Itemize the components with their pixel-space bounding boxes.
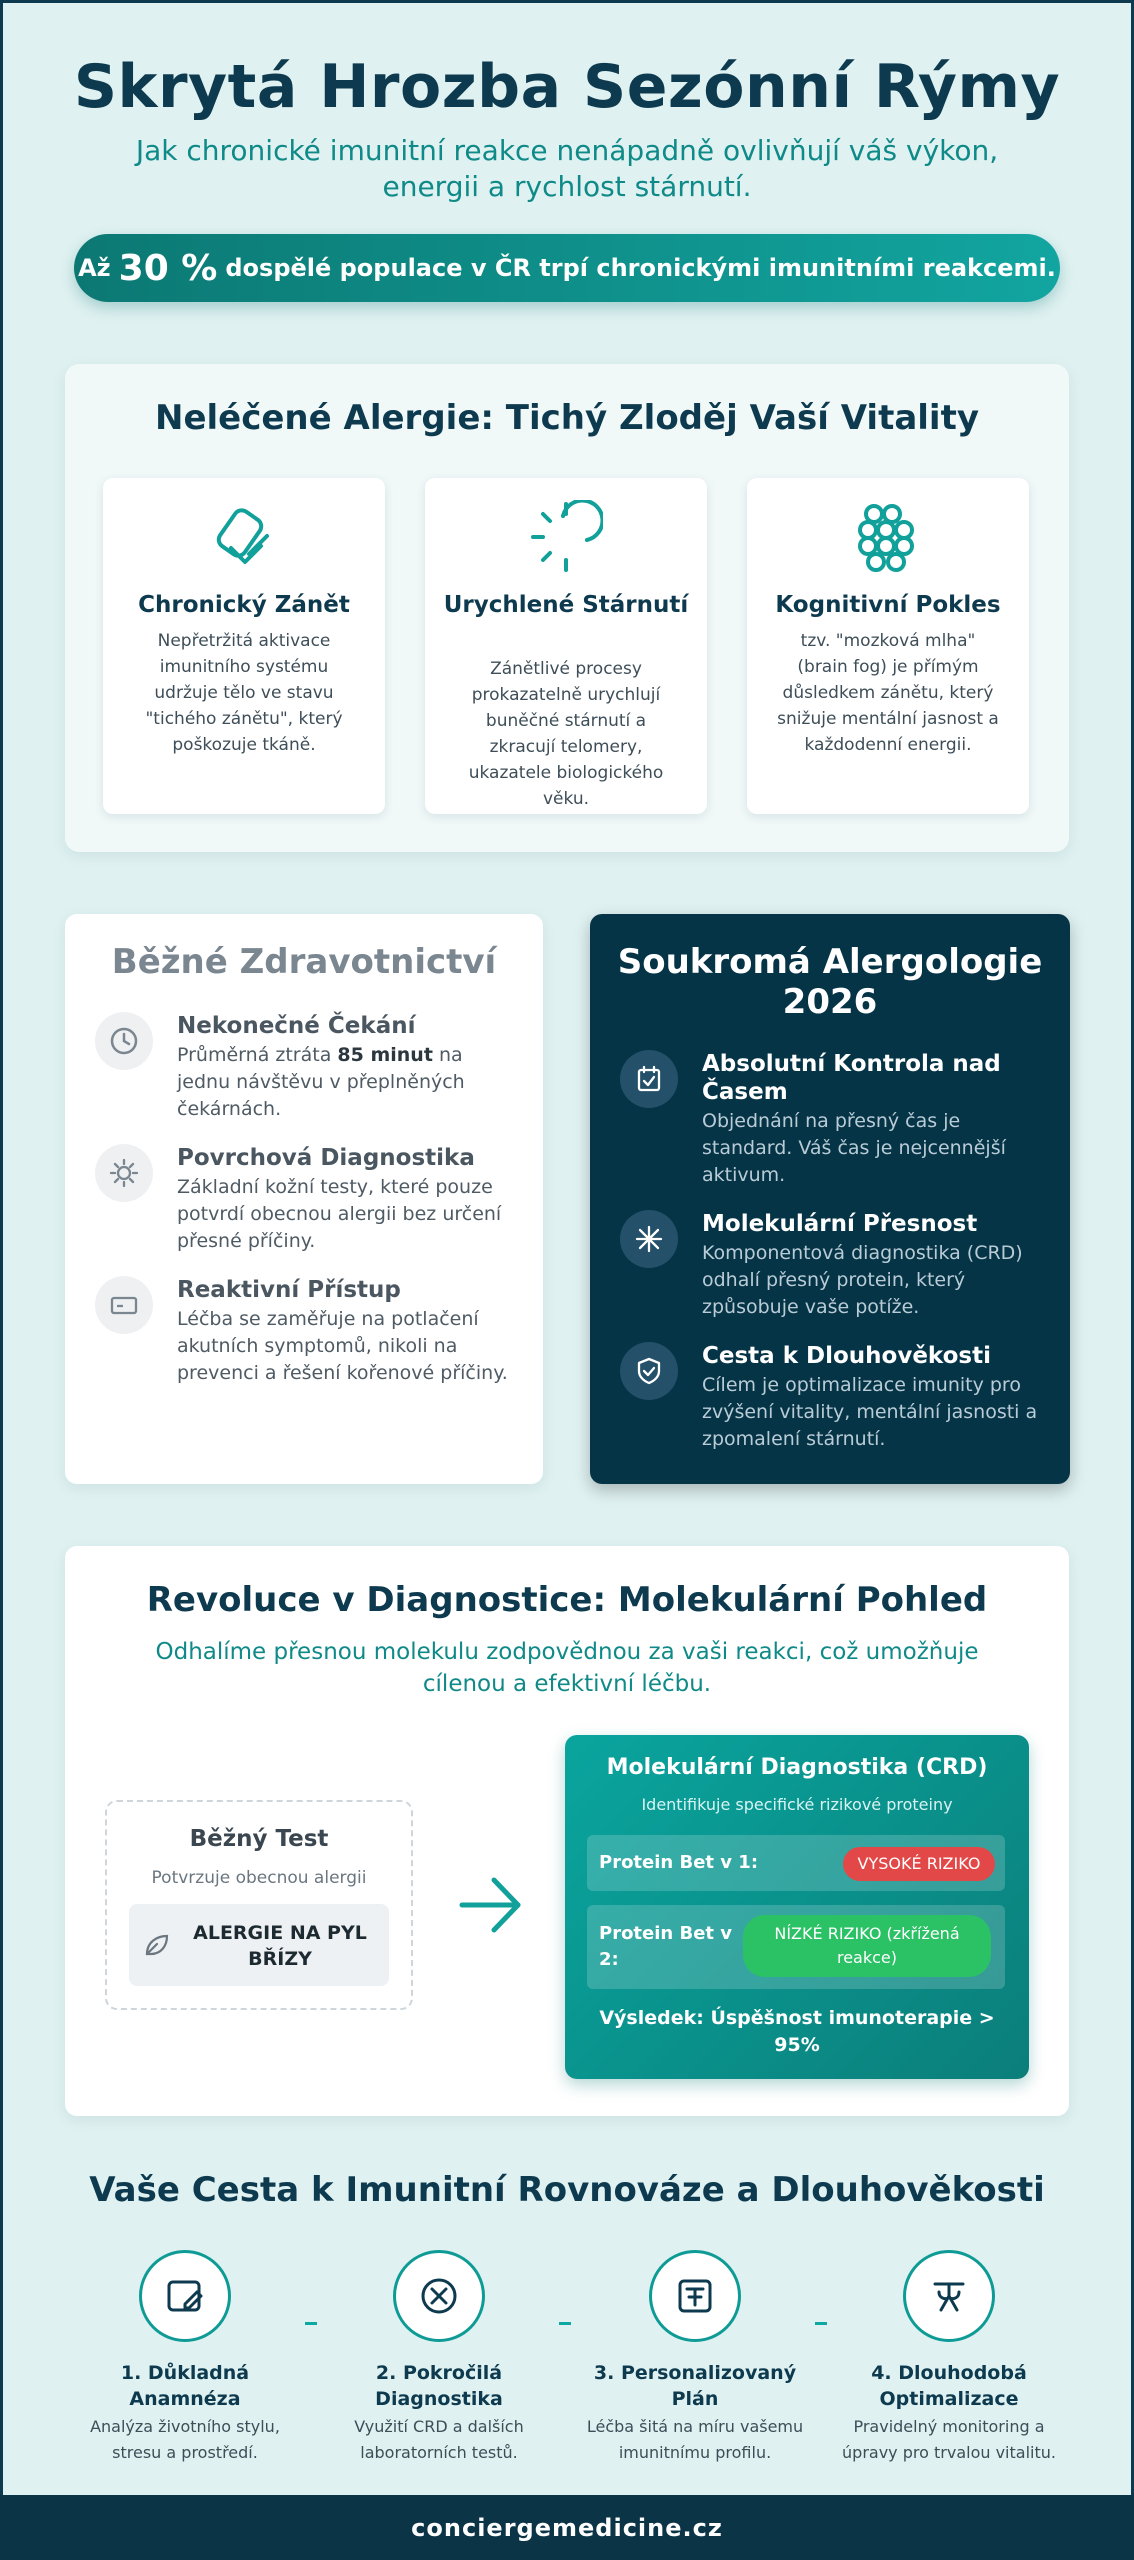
section-subtitle: Odhalíme přesnou molekulu zodpovědnou za vaši reakci, což umožňuje cílenou a efektivní léčbu.: [155, 1639, 979, 1697]
loader-icon: [425, 500, 707, 574]
molecule-cluster-icon: [747, 500, 1029, 574]
crd-subtitle: Identifikuje specifické rizikové proteiny: [641, 1795, 953, 1814]
step-text: Pravidelný monitoring a úpravy pro trvalou vitalitu.: [842, 2417, 1056, 2462]
item-text: Základní kožní testy, které pouze potvrdí obecnou alergii bez určení přesné příčiny.: [177, 1176, 502, 1252]
step-text: Využití CRD a dalších laboratorních testů.: [354, 2417, 524, 2462]
card-chronic-inflammation: [103, 478, 385, 814]
prescription-icon: [649, 2250, 741, 2342]
card-title: Kognitivní Pokles: [775, 592, 1001, 618]
allergy-chip: [129, 1904, 389, 1986]
protein-row: [587, 1835, 1005, 1891]
journey-title: Vaše Cesta k Imunitní Rovnováze a Dlouhověkosti: [89, 2170, 1045, 2210]
stat-text: dospělé populace v ČR trpí chronickými imunitními reakcemi.: [225, 254, 1056, 282]
step-title: 3. Personalizovaný Plán: [593, 2362, 797, 2410]
standard-healthcare-panel: [65, 914, 543, 1484]
item-title: Molekulární Přesnost: [702, 1211, 978, 1237]
card-text: tzv. "mozková mlha" (brain fog) je přímým důsledkem zánětu, který snižuje mentální jasnost a každodenní energii.: [777, 631, 999, 755]
shield-check-icon: [620, 1342, 678, 1400]
item-title: Nekonečné Čekání: [177, 1013, 416, 1039]
step-title: 4. Dlouhodobá Optimalizace: [871, 2362, 1027, 2410]
crd-panel: [565, 1735, 1029, 2079]
calendar-check-icon: [620, 1050, 678, 1108]
protein-label: Protein Bet v 1:: [599, 1852, 759, 1873]
item-title: Cesta k Dlouhověkosti: [702, 1343, 991, 1369]
stat-prefix: Až: [78, 254, 111, 282]
journey-step-4: [829, 2250, 1069, 2462]
rx-icon: [903, 2250, 995, 2342]
section-title: Revoluce v Diagnostice: Molekulární Pohled: [146, 1580, 988, 1620]
footer-url[interactable]: conciergemedicine.cz: [0, 2495, 1134, 2560]
step-title: 2. Pokročilá Diagnostika: [375, 2362, 503, 2410]
item-text: Průměrná ztráta 85 minut na jednu návštěvu v přeplněných čekárnách.: [177, 1044, 465, 1120]
card-title: Chronický Zánět: [138, 592, 350, 618]
step-connector: [305, 2322, 317, 2325]
crd-title: Molekulární Diagnostika (CRD): [606, 1755, 988, 1780]
item-title: Absolutní Kontrola nad Časem: [702, 1051, 1001, 1105]
panel-title: Běžné Zdravotnictví: [111, 942, 497, 982]
card-text: Zánětlivé procesy prokazatelně urychlují buněčné stárnutí a zkracují telomery, ukazatele biologického věku.: [468, 659, 664, 809]
page-title: Skrytá Hrozba Sezónní Rýmy: [73, 52, 1061, 122]
diagnostics-section: [65, 1546, 1069, 2116]
protein-row: [587, 1905, 1005, 1989]
section-title: Neléčené Alergie: Tichý Zloděj Vaší Vitality: [154, 398, 979, 438]
item-text: Komponentová diagnostika (CRD) odhalí přesný protein, který způsobuje vaše potíže.: [702, 1242, 1023, 1318]
card-title: Urychlené Stárnutí: [443, 592, 689, 618]
item-text: Léčba se zaměřuje na potlačení akutních symptomů, nikoli na prevenci a řešení kořenové příčiny.: [177, 1308, 508, 1384]
step-text: Analýza životního stylu, stresu a prostředí.: [90, 2417, 280, 2462]
protein-label: Protein Bet v 2:: [599, 1923, 733, 1970]
item-title: Povrchová Diagnostika: [177, 1145, 475, 1171]
step-connector: [815, 2322, 827, 2325]
card-cognitive-decline: [747, 478, 1029, 814]
basic-test-title: Běžný Test: [189, 1826, 329, 1852]
item-text: Cílem je optimalizace imunity pro zvýšení vitality, mentální jasnosti a zpomalení stárnutí.: [702, 1374, 1038, 1450]
basic-test-subtitle: Potvrzuje obecnou alergii: [151, 1868, 367, 1888]
item-title: Reaktivní Přístup: [177, 1277, 401, 1303]
leaf-icon: [143, 1932, 171, 1962]
arrow-right-icon: [458, 1874, 524, 1940]
stat-banner: [74, 234, 1060, 302]
risk-badge-high: VYSOKÉ RIZIKO: [843, 1847, 995, 1881]
journey-step-3: [575, 2250, 815, 2462]
x-circle-icon: [393, 2250, 485, 2342]
step-text: Léčba šitá na míru vašemu imunitnímu profilu.: [586, 2417, 804, 2462]
untreated-allergies-section: [65, 364, 1069, 852]
step-connector: [559, 2322, 571, 2325]
item-text: Objednání na přesný čas je standard. Váš čas je nejcennější aktivum.: [702, 1110, 1006, 1186]
clock-icon: [95, 1012, 153, 1070]
page-subtitle: Jak chronické imunitní reakce nenápadně ovlivňují váš výkon, energii a rychlost stárnutí.: [135, 134, 999, 203]
private-allergology-panel: [590, 914, 1070, 1484]
step-title: 1. Důkladná Anamnéza: [120, 2362, 250, 2410]
crd-result: Výsledek: Úspěšnost imunoterapie > 95%: [599, 2007, 995, 2056]
clipboard-edit-icon: [139, 2250, 231, 2342]
chip-label: ALERGIE NA PYL BŘÍZY: [193, 1922, 367, 1970]
risk-badge-low: NÍZKÉ RIZIKO (zkřížená reakce): [743, 1915, 991, 1977]
bandage-icon: [103, 500, 385, 574]
card-icon: [95, 1276, 153, 1334]
basic-test-box: [105, 1800, 413, 2010]
sun-virus-icon: [95, 1144, 153, 1202]
journey-step-2: [319, 2250, 559, 2462]
asterisk-icon: [620, 1210, 678, 1268]
card-accelerated-aging: [425, 478, 707, 814]
card-text: Nepřetržitá aktivace imunitního systému udržuje tělo ve stavu "tichého zánětu", který poškozuje tkáně.: [145, 631, 343, 755]
stat-number: 30 %: [118, 247, 218, 289]
panel-title: Soukromá Alergologie 2026: [617, 942, 1043, 1022]
journey-step-1: [65, 2250, 305, 2462]
